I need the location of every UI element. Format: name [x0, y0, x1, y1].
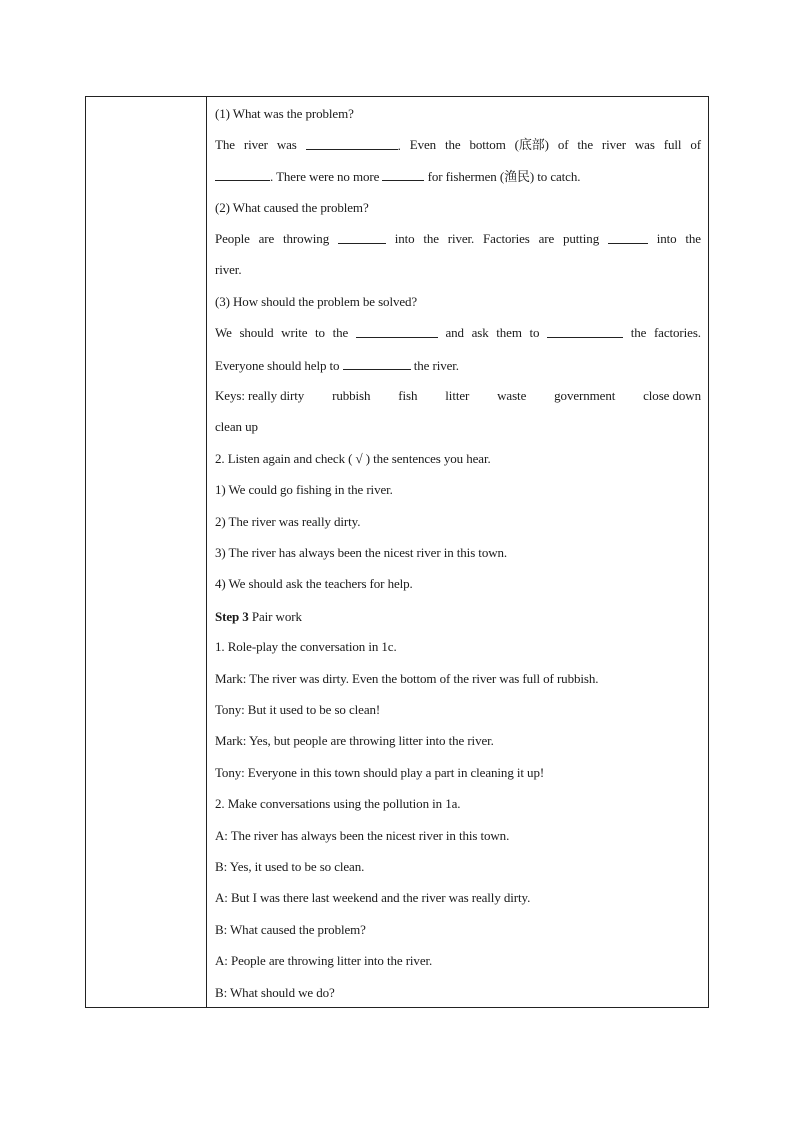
blank-6[interactable]: [356, 325, 438, 338]
listen-sentence-2: 2) The river was really dirty.: [215, 514, 361, 529]
listen-sentence-1: 1) We could go fishing in the river.: [215, 482, 393, 497]
key-item: close down: [643, 388, 701, 403]
step-3-heading: [215, 609, 701, 625]
dialogue-line-3: A: But I was there last weekend and the river was really dirty.: [215, 890, 531, 905]
conversation-line-1: Mark: The river was dirty. Even the bottom of the river was full of rubbish.: [215, 671, 599, 686]
key-item: government: [554, 388, 616, 403]
blank-3[interactable]: [382, 168, 424, 181]
question-3-answer-line-2: Everyone should help to the river.: [215, 358, 459, 373]
blank-4[interactable]: [338, 231, 386, 244]
step-3-label: Step 3: [215, 609, 249, 624]
conversation-line-3: Mark: Yes, but people are throwing litter into the river.: [215, 733, 494, 748]
blank-5[interactable]: [608, 231, 648, 244]
question-1-answer-line-1: The river was . Even the bottom (底部) of the river was full of: [215, 137, 701, 153]
question-1-answer-line-2: . There were no more for fishermen (渔民) to catch.: [215, 168, 701, 185]
question-2-answer-line-1: People are throwing into the river. Factories are putting into the: [215, 231, 701, 246]
question-3-answer-line-1: We should write to the and ask them to the factories.: [215, 325, 701, 340]
conversation-line-2: Tony: But it used to be so clean!: [215, 702, 381, 717]
key-item: litter: [445, 388, 470, 403]
worksheet-table: [85, 96, 709, 1008]
listen-instruction: 2. Listen again and check ( √ ) the sentences you hear.: [215, 451, 491, 466]
question-1-prompt: (1) What was the problem?: [215, 106, 354, 121]
key-item: rubbish: [332, 388, 371, 403]
conversation-line-4: Tony: Everyone in this town should play a part in cleaning it up!: [215, 765, 545, 780]
blank-1[interactable]: [306, 137, 398, 150]
blank-7[interactable]: [547, 325, 623, 338]
dialogue-line-4: B: What caused the problem?: [215, 922, 366, 937]
dialogue-line-5: A: People are throwing litter into the river.: [215, 953, 433, 968]
blank-2[interactable]: [215, 168, 270, 181]
question-2-answer-line-2: river.: [215, 262, 242, 277]
task-1: 1. Role-play the conversation in 1c.: [215, 639, 397, 654]
question-2-prompt: (2) What caused the problem?: [215, 200, 369, 215]
dialogue-line-2: B: Yes, it used to be so clean.: [215, 859, 365, 874]
keys-line-2: clean up: [215, 419, 258, 434]
key-item: waste: [497, 388, 527, 403]
dialogue-line-1: A: The river has always been the nicest river in this town.: [215, 828, 510, 843]
listen-sentence-4: 4) We should ask the teachers for help.: [215, 576, 413, 591]
blank-8[interactable]: [343, 357, 411, 370]
left-column-cell: [86, 97, 207, 1007]
step-3-title: Pair work: [248, 609, 302, 624]
question-3-prompt: (3) How should the problem be solved?: [215, 294, 418, 309]
task-2: 2. Make conversations using the pollution in 1a.: [215, 796, 461, 811]
listen-sentence-3: 3) The river has always been the nicest river in this town.: [215, 545, 508, 560]
keys-line: [215, 388, 701, 404]
keys-label-with-first-key: Keys: really dirty: [215, 388, 305, 403]
dialogue-line-6: B: What should we do?: [215, 985, 335, 1000]
key-item: fish: [398, 388, 418, 403]
